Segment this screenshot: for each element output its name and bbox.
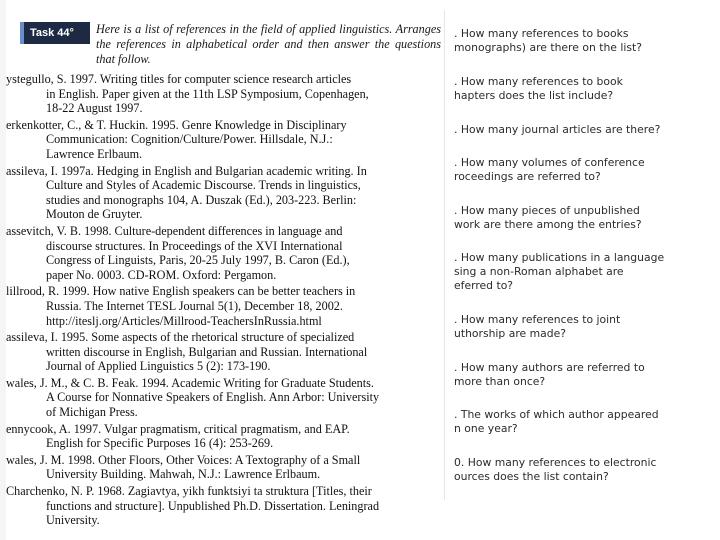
reference-entry: [6, 284, 442, 328]
question-line: . How many journal articles are there?: [454, 123, 661, 136]
reference-line: of Michigan Press.: [46, 405, 138, 420]
reference-line: English for Specific Purposes 16 (4): 253-269.: [46, 436, 274, 451]
question-item: [454, 156, 716, 184]
question-item: [454, 251, 716, 293]
reference-entry: [6, 224, 442, 282]
reference-line: Communication: Cognition/Culture/Power. Hillsdale, N.J.:: [46, 132, 333, 147]
question-line: roceedings are referred to?: [454, 170, 601, 183]
reference-line: wales, J. M. 1998. Other Floors, Other Voices: A Textography of a Small: [6, 452, 361, 467]
reference-url: http://iteslj.org/Articles/Millrood-TeachersInRussia.html: [46, 313, 322, 328]
question-line: . How many publications in a language: [454, 251, 665, 264]
reference-entry: [6, 330, 442, 374]
reference-line: Lawrence Erlbaum.: [46, 146, 143, 161]
question-line: . How many references to book: [454, 75, 623, 88]
question-line: . How many volumes of conference: [454, 156, 645, 169]
question-line: sing a non-Roman alphabet are: [454, 265, 624, 278]
question-item: [454, 408, 716, 436]
reference-line: Culture and Styles of Academic Discourse. Trends in linguistics,: [46, 178, 361, 193]
reference-line: erkenkotter, C., & T. Huckin. 1995. Genre Knowledge in Disciplinary: [6, 117, 347, 132]
reference-line: Journal of Applied Linguistics 5 (2): 173-190.: [46, 359, 271, 374]
question-line: . How many pieces of unpublished: [454, 204, 640, 217]
reference-entry: [6, 72, 442, 116]
reference-line: Mouton de Gruyter.: [46, 207, 143, 222]
question-item: [454, 204, 716, 232]
reference-line: 18-22 August 1997.: [46, 101, 143, 116]
reference-line: studies and monographs 104, A. Duszak (Ed.), 203-223. Berlin:: [46, 192, 357, 207]
question-line: monographs) are there on the list?: [454, 41, 642, 54]
reference-entry: [6, 484, 442, 528]
question-list: [454, 0, 716, 540]
question-item: [454, 361, 716, 389]
question-line: n one year?: [454, 422, 518, 435]
reference-line: wales, J. M., & C. B. Feak. 1994. Academic Writing for Graduate Students.: [6, 375, 374, 390]
reference-entry: [6, 422, 442, 451]
reference-line: A Course for Nonnative Speakers of English. Ann Arbor: University: [46, 390, 380, 405]
scanned-reference-page: [6, 10, 445, 528]
reference-line: assevitch, V. B. 1998. Culture-dependent differences in language and: [6, 223, 343, 238]
question-item: [454, 27, 716, 55]
reference-line: Russia. The Internet TESL Journal 5(1), December 18, 2002.: [46, 298, 343, 313]
reference-line: University Building. Mahwah, N.J.: Lawrence Erlbaum.: [46, 467, 321, 482]
reference-entry: [6, 118, 442, 162]
reference-list: [6, 72, 442, 530]
question-item: [454, 75, 716, 103]
question-line: hapters does the list include?: [454, 89, 614, 102]
reference-line: Charchenko, N. P. 1968. Zagiavtya, yikh funktsiyi ta struktura [Titles, their: [6, 484, 372, 499]
question-item: [454, 456, 716, 484]
question-line: . The works of which author appeared: [454, 408, 659, 421]
reference-line: lillrood, R. 1999. How native English speakers can be better teachers in: [6, 284, 356, 299]
reference-line: ystegullo, S. 1997. Writing titles for computer science research articles: [6, 72, 352, 86]
question-line: uthorship are made?: [454, 327, 566, 340]
question-line: work are there among the entries?: [454, 218, 642, 231]
question-line: . How many references to books: [454, 27, 629, 40]
reference-line: assileva, I. 1997a. Hedging in English and Bulgarian academic writing. In: [6, 163, 367, 178]
question-item: [454, 313, 716, 341]
reference-line: Congress of Linguists, Paris, 20-25 July 1997, B. Caron (Ed.),: [46, 253, 350, 268]
reference-line: written discourse in English, Bulgarian and Russian. International: [46, 344, 368, 359]
reference-line: in English. Paper given at the 11th LSP Symposium, Copenhagen,: [46, 86, 369, 101]
reference-line: ennycook, A. 1997. Vulgar pragmatism, critical pragmatism, and EAP.: [6, 421, 350, 436]
reference-entry: [6, 164, 442, 222]
reference-entry: [6, 453, 442, 482]
task-label: Task 44°: [20, 22, 90, 44]
reference-line: functions and structure]. Unpublished Ph.D. Dissertation. Leningrad: [46, 498, 380, 513]
question-line: . How many references to joint: [454, 313, 621, 326]
question-item: [454, 123, 716, 137]
reference-line: University.: [46, 513, 100, 528]
reference-line: assileva, I. 1995. Some aspects of the rhetorical structure of specialized: [6, 330, 355, 345]
question-line: eferred to?: [454, 279, 514, 292]
reference-line: discourse structures. In Proceedings of the XVI International: [46, 238, 343, 253]
question-line: . How many authors are referred to: [454, 361, 645, 374]
task-instruction: Here is a list of references in the field of applied linguistics. Arranges the references in alphabetical order and then answer the questions that follow.: [96, 22, 441, 66]
question-line: more than once?: [454, 375, 546, 388]
question-line: ources does the list contain?: [454, 470, 609, 483]
reference-entry: [6, 376, 442, 420]
reference-line: paper No. 0003. CD-ROM. Oxford: Pergamon.: [46, 267, 277, 282]
question-line: 0. How many references to electronic: [454, 456, 657, 469]
